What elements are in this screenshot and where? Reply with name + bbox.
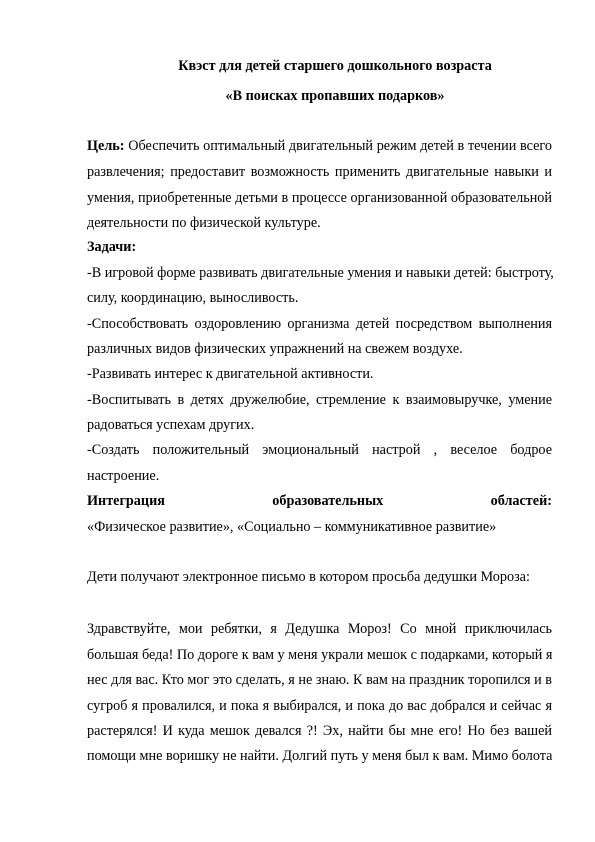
task-5-line-1: -Создать положительный эмоциональный настрой , веселое бодрое [87,442,552,458]
letter-line-3: нес для вас. Кто мог это сделать, я не знаю. К вам на праздник торопился и в [87,672,552,688]
intro-sentence: Дети получают электронное письмо в котором просьба дедушки Мороза: [87,569,530,585]
task-2-line-2: различных видов физических упражнений на свежем воздухе. [87,341,463,357]
integration-areas: «Физическое развитие», «Социально – коммуникативное развитие» [87,519,497,535]
letter-line-5: растерялся! И куда мешок девался ?! Эх, найти бы мне его! Но без вашей [87,723,552,739]
letter-line-6: помощи мне воришку не найти. Долгий путь у меня был к вам. Мимо болота [87,748,553,764]
tasks-label: Задачи: [87,239,137,255]
task-4-line-1: -Воспитывать в детях дружелюбие, стремление к взаимовыручке, умение [87,392,552,408]
task-4-line-2: радоваться успехам других. [87,417,255,433]
goal-label: Цель: [87,138,125,154]
task-3: -Развивать интерес к двигательной активности. [87,366,374,382]
letter-line-2: большая беда! По дороге к вам у меня украли мешок с подарками, который я [87,647,553,663]
task-1-line-1: -В игровой форме развивать двигательные умения и навыки детей: быстроту, [87,265,554,281]
task-5-line-2: настроение. [87,468,160,484]
goal-paragraph-line-4: деятельности по физической культуре. [87,215,321,231]
letter-line-4: сугроб я провалился, и пока я выбирался, и пока до вас добрался и сейчас я [87,698,552,714]
goal-paragraph-line-2: развлечения; предоставит возможность применить двигательные навыки и [87,164,552,180]
goal-paragraph-line-1: Цель: Обеспечить оптимальный двигательный режим детей в течении всего [87,138,552,154]
title-line-1: Квэст для детей старшего дошкольного возраста [178,58,492,74]
title-line-2: «В поисках пропавших подарков» [225,88,445,104]
task-1-line-2: силу, координацию, выносливость. [87,290,299,306]
integration-heading: Интеграция образовательных областей: [87,493,552,509]
letter-line-1: Здравствуйте, мои ребятки, я Дедушка Мороз! Со мной приключилась [87,621,552,637]
goal-paragraph-line-3: умения, приобретенные детьми в процессе организованной образовательной [87,190,552,206]
task-2-line-1: -Способствовать оздоровлению организма детей посредством выполнения [87,316,552,332]
